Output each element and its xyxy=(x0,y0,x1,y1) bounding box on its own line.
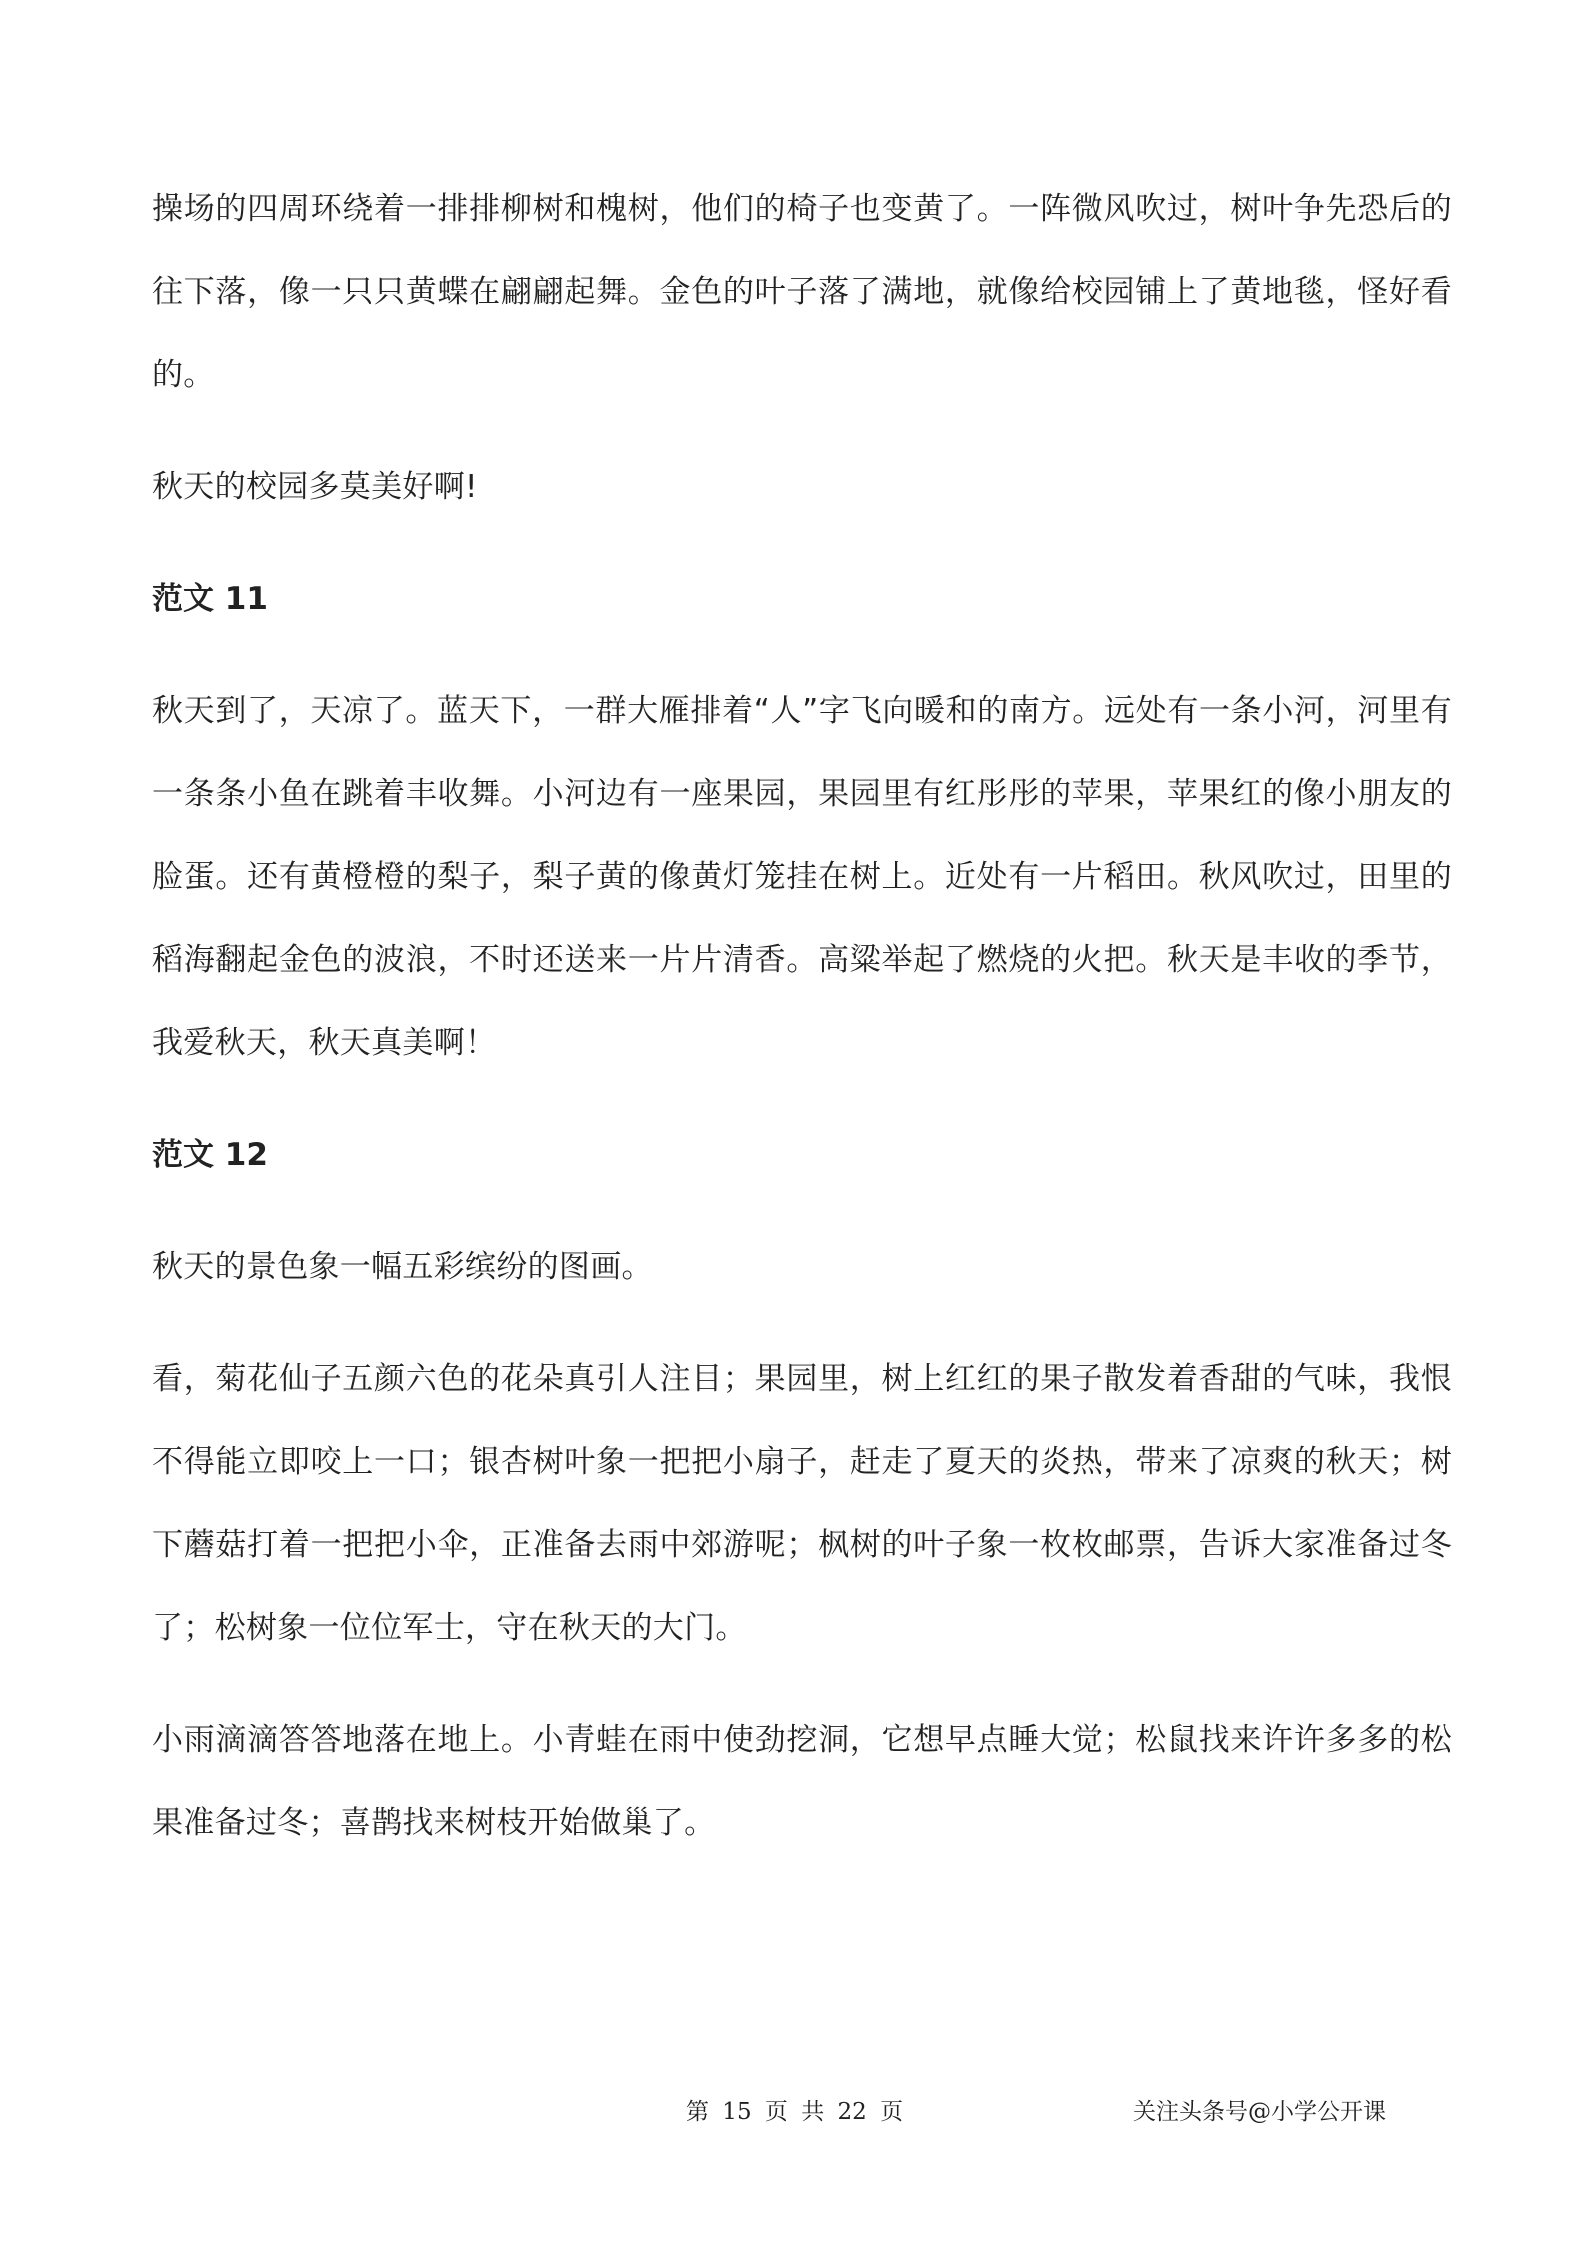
paragraph-sample-11: 秋天到了，天凉了。蓝天下，一群大雁排着“人”字飞向暖和的南方。远处有一条小河，河里有一条条小鱼在跳着丰收舞。小河边有一座果园，果园里有红彤彤的苹果，苹果红的像小朋友的脸蛋。还有黄橙橙的梨子，梨子黄的像黄灯笼挂在树上。近处有一片稻田。秋风吹过，田里的稻海翻起金色的波浪，不时还送来一片片清香。高粱举起了燃烧的火把。秋天是丰收的季节，我爱秋天，秋天真美啊！ xyxy=(152,693,1452,1061)
paragraph-campus-trees: 操场的四周环绕着一排排柳树和槐树，他们的椅子也变黄了。一阵微风吹过，树叶争先恐后的往下落，像一只只黄蝶在翩翩起舞。金色的叶子落了满地，就像给校园铺上了黄地毯，怪好看的。 xyxy=(152,191,1452,393)
heading-sample-12: 范文 12 xyxy=(152,1137,268,1173)
paragraph-autumn-details: 看，菊花仙子五颜六色的花朵真引人注目；果园里，树上红红的果子散发着香甜的气味，我恨不得能立即咬上一口；银杏树叶象一把把小扇子，赶走了夏天的炎热，带来了凉爽的秋天；树下蘑菇打着一把把小伞，正准备去雨中郊游呢；枫树的叶子象一枚枚邮票，告诉大家准备过冬了；松树象一位位军士，守在秋天的大门。 xyxy=(152,1361,1452,1646)
paragraph-campus-beautiful: 秋天的校园多莫美好啊! xyxy=(152,469,478,505)
document-body xyxy=(152,168,1452,1894)
paragraph-autumn-scenery: 秋天的景色象一幅五彩缤纷的图画。 xyxy=(152,1249,653,1285)
heading-sample-11: 范文 11 xyxy=(152,581,268,617)
page-footer xyxy=(0,2093,1587,2133)
page-number: 第 15 页 共 22 页 xyxy=(686,2099,904,2125)
paragraph-autumn-rain: 小雨滴滴答答地落在地上。小青蛙在雨中使劲挖洞，它想早点睡大觉；松鼠找来许许多多的松果准备过冬；喜鹊找来树枝开始做巢了。 xyxy=(152,1722,1452,1841)
follow-note: 关注头条号@小学公开课 xyxy=(1133,2099,1386,2125)
